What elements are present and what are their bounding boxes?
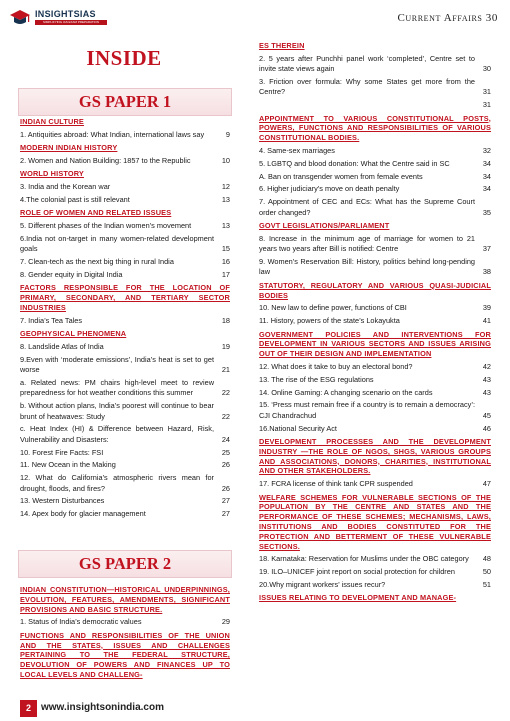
toc-entry-title: 11. History, powers of the state’s Lokayukta: [259, 316, 400, 326]
toc-entry-page: 38: [482, 267, 491, 277]
toc-entry-title: 3. Friction over formula: Why some States get more from the Centre?: [259, 77, 475, 97]
toc-entry-page: 32: [482, 146, 491, 155]
toc-entry[interactable]: [20, 355, 230, 376]
toc-entry-page: 41: [482, 316, 491, 326]
toc-entry-title: 6.India not on-target in many women-related development goals: [20, 234, 214, 254]
page-footer: [0, 697, 510, 721]
toc-entry[interactable]: [20, 221, 230, 231]
toc-entry[interactable]: [259, 388, 491, 398]
website-link[interactable]: www.insightsonindia.com: [41, 702, 164, 713]
toc-entry-title: 7. India’s Tea Tales: [20, 315, 83, 325]
toc-entry-page: 34: [482, 158, 491, 168]
section-heading: GEOPHYSICAL PHENOMENA: [20, 329, 127, 339]
inside-title: INSIDE: [86, 46, 162, 70]
toc-entry-title: 9. Women’s Reservation Bill: History, politics behind long-pending law: [259, 257, 475, 277]
page-number: 2: [20, 700, 37, 717]
toc-entry-page: 16: [221, 257, 230, 267]
toc-entry[interactable]: [20, 130, 230, 140]
toc-entry-page: 26: [221, 460, 230, 470]
toc-entry[interactable]: [259, 184, 491, 194]
toc-entry-title: 15. ‘Press must remain free if a country is to remain a democracy’: CJI Chandrachud: [259, 400, 475, 420]
toc-entry-title: 1. Antiquities abroad: What Indian, international laws say: [20, 129, 205, 139]
toc-entry-page: 10: [221, 156, 230, 165]
toc-entry-page: 17: [221, 270, 230, 279]
toc-entry[interactable]: [20, 182, 230, 192]
toc-entry-page: 25: [221, 447, 230, 457]
toc-entry[interactable]: [259, 554, 491, 564]
gs2-left-toc: [20, 585, 230, 683]
section-heading: ROLE OF WOMEN AND RELATED ISSUES: [20, 208, 172, 218]
section-heading: INDIAN CULTURE: [20, 117, 84, 126]
toc-entry-title: 8. Landslide Atlas of India: [20, 342, 104, 351]
toc-entry-title: 11. New Ocean in the Making: [20, 460, 116, 470]
toc-entry-page: 12: [221, 182, 230, 192]
toc-entry-page: 31: [482, 87, 491, 97]
toc-entry-title: 4.The colonial past is still relevant: [20, 195, 130, 204]
toc-entry-page: 46: [482, 423, 491, 433]
toc-entry[interactable]: [20, 424, 230, 445]
toc-entry[interactable]: [20, 460, 230, 470]
toc-entry-page: 43: [482, 374, 491, 384]
toc-entry-page: 37: [482, 244, 491, 254]
toc-entry[interactable]: [20, 342, 230, 352]
toc-entry-title: 8. Increase in the minimum age of marriage for women to 21 years two years after Bill is notified: Centre: [259, 233, 475, 254]
toc-entry-title: 5. LGBTQ and blood donation: What the Centre said in SC: [259, 158, 450, 168]
section-heading: FUNCTIONS AND RESPONSIBILITIES OF THE UNION AND THE STATES, ISSUES AND CHALLENGES PERTAINING TO THE FEDERAL STRUCTURE, DEVOLUTION OF POWERS AND FINANCES UP TO LOCAL LEVELS AND CHALLENG-: [20, 630, 230, 679]
toc-entry-title: 14. Apex body for glacier management: [20, 509, 146, 519]
toc-entry[interactable]: [20, 195, 230, 205]
toc-entry-title: 16.National Security Act: [259, 423, 337, 433]
toc-entry-page: 19: [221, 342, 230, 351]
toc-entry-title: 14. Online Gaming: A changing scenario on the cards: [259, 387, 433, 397]
toc-entry-page: 18: [221, 315, 230, 325]
toc-entry-page: 45: [482, 410, 491, 420]
section-heading: STATUTORY, REGULATORY AND VARIOUS QUASI-JUDICIAL BODIES: [259, 280, 491, 300]
toc-entry-page: 31: [482, 100, 491, 110]
toc-entry[interactable]: [20, 378, 230, 399]
toc-entry-page: 47: [482, 479, 491, 489]
toc-entry-title: 12. What do California’s atmospheric rivers mean for drought, floods, and fires?: [20, 473, 214, 493]
toc-entry[interactable]: [259, 172, 491, 182]
toc-entry-title: 2. Women and Nation Building: 1857 to the Republic: [20, 156, 191, 165]
toc-entry-page: 35: [482, 207, 491, 217]
section-heading: APPOINTMENT TO VARIOUS CONSTITUTIONAL POSTS, POWERS, FUNCTIONS AND RESPONSIBILITIES OF VARIOUS CONSTITUTIONAL BODIES.: [259, 113, 491, 143]
toc-entry[interactable]: [259, 479, 491, 489]
toc-entry-page: 15: [221, 244, 230, 254]
toc-entry[interactable]: [259, 77, 491, 98]
toc-entry-page: 34: [482, 171, 491, 181]
toc-entry[interactable]: [259, 316, 491, 326]
toc-entry[interactable]: [20, 270, 230, 280]
toc-entry[interactable]: [259, 580, 491, 590]
toc-entry-title: 18. Karnataka: Reservation for Muslims under the OBC category: [259, 554, 469, 564]
toc-entry-title: 19. ILO–UNICEF joint report on social protection for children: [259, 567, 455, 577]
toc-entry[interactable]: [20, 448, 230, 458]
toc-entry-page: 13: [221, 221, 230, 231]
toc-entry-title: a. Related news: PM chairs high-level meet to review preparedness for hot weather conditions this summer: [20, 378, 214, 398]
toc-entry[interactable]: [20, 234, 230, 255]
toc-entry[interactable]: [259, 375, 491, 385]
toc-entry-page: 13: [221, 195, 230, 204]
toc-entry[interactable]: [259, 197, 491, 218]
toc-entry-page: 22: [221, 388, 230, 398]
toc-entry-title: 8. Gender equity in Digital India: [20, 270, 123, 279]
section-heading: ISSUES RELATING TO DEVELOPMENT AND MANAGE-: [259, 593, 457, 603]
toc-entry[interactable]: [20, 316, 230, 326]
toc-entry[interactable]: [20, 257, 230, 267]
section-heading: GOVT LEGISLATIONS/PARLIAMENT: [259, 221, 390, 230]
toc-entry[interactable]: [20, 401, 230, 422]
toc-entry-page: 42: [482, 362, 491, 371]
toc-entry-title: 6. Higher judiciary’s move on death penalty: [259, 184, 400, 194]
toc-entry[interactable]: [259, 400, 491, 421]
toc-entry-title: 4. Same-sex marriages: [259, 146, 335, 155]
left-column-toc: [20, 117, 230, 522]
toc-entry[interactable]: [259, 257, 491, 278]
toc-entry-page: 21: [221, 365, 230, 375]
toc-entry-title: 3. India and the Korean war: [20, 182, 111, 192]
section-heading: MODERN INDIAN HISTORY: [20, 143, 118, 153]
toc-entry-title: 17. FCRA license of think tank CPR suspended: [259, 479, 413, 489]
section-heading: ES THEREIN: [259, 41, 305, 50]
toc-entry-page: 24: [221, 434, 230, 444]
gs1-banner: GS PAPER 1: [18, 88, 232, 116]
toc-entry[interactable]: [20, 509, 230, 519]
toc-entry-page: 29: [221, 617, 230, 627]
toc-entry[interactable]: [259, 159, 491, 169]
toc-entry[interactable]: [259, 362, 491, 372]
toc-entry-page: 43: [482, 387, 491, 397]
toc-entry-title: 12. What does it take to buy an electoral bond?: [259, 362, 413, 371]
toc-entry-title: 13. The rise of the ESG regulations: [259, 374, 374, 384]
section-heading: FACTORS RESPONSIBLE FOR THE LOCATION OF PRIMARY, SECONDARY, AND TERTIARY SECTOR INDUSTRIES: [20, 283, 230, 312]
brand-logo: [9, 4, 119, 32]
toc-entry[interactable]: [259, 100, 491, 110]
toc-entry-page: 9: [225, 129, 230, 139]
toc-entry-title: 20.Why migrant workers’ issues recur?: [259, 579, 386, 589]
section-heading: INDIAN CONSTITUTION—HISTORICAL UNDERPINNINGS, EVOLUTION, FEATURES, AMENDMENTS, SIGNIFICANT PROVISIONS AND BASIC STRUCTURE.: [20, 585, 230, 614]
graduation-cap-icon: [9, 7, 31, 29]
toc-entry-page: 26: [221, 483, 230, 493]
toc-entry-title: 10. New law to define power, functions of CBI: [259, 303, 407, 313]
toc-entry-page: 22: [221, 411, 230, 421]
toc-entry-page: 27: [221, 496, 230, 506]
running-head: Current Affairs 30: [397, 12, 498, 24]
right-column-toc: [259, 41, 491, 606]
toc-entry-title: b. Without action plans, India’s poorest will continue to bear brunt of heatwaves: Study: [20, 401, 214, 421]
toc-entry-title: 10. Forest Fire Facts: FSI: [20, 447, 104, 457]
toc-entry-title: 9.Even with ‘moderate emissions’, India’s heat is set to get worse: [20, 354, 214, 375]
toc-entry-page: 30: [482, 64, 491, 74]
brand-tagline-strip: [35, 20, 107, 25]
toc-entry-page: 39: [482, 303, 491, 313]
toc-entry[interactable]: [20, 473, 230, 494]
toc-entry[interactable]: [20, 496, 230, 506]
toc-entry[interactable]: [259, 234, 491, 255]
gs2-banner: GS PAPER 2: [18, 550, 232, 578]
toc-entry-title: 5. Different phases of the Indian women’s movement: [20, 221, 192, 231]
toc-entry-title: 2. 5 years after Punchhi panel work ‘completed’, Centre set to invite state views again: [259, 53, 475, 74]
toc-entry[interactable]: [259, 424, 491, 434]
toc-entry-page: 27: [221, 509, 230, 519]
toc-entry[interactable]: [20, 617, 230, 627]
toc-entry[interactable]: [259, 303, 491, 313]
toc-entry-title: 13. Western Disturbances: [20, 496, 105, 506]
toc-entry[interactable]: [259, 146, 491, 156]
section-heading: WELFARE SCHEMES FOR VULNERABLE SECTIONS OF THE POPULATION BY THE CENTRE AND STATES AND THE PERFORMANCE OF THESE SCHEMES; MECHANISMS, LAWS, INSTITUTIONS AND BODIES CONSTITUTED FOR THE PROTECTION AND BETTERMENT OF THESE VULNERABLE SECTIONS.: [259, 492, 491, 551]
toc-entry[interactable]: [259, 567, 491, 577]
section-heading: GOVERNMENT POLICIES AND INTERVENTIONS FOR DEVELOPMENT IN VARIOUS SECTORS AND ISSUES ARISING OUT OF THEIR DESIGN AND IMPLEMENTATION: [259, 329, 491, 359]
toc-entry-title: 1. Status of India’s democratic values: [20, 617, 142, 627]
toc-entry-title: A. Ban on transgender women from female events: [259, 171, 423, 181]
toc-entry-title: 7. Clean-tech as the next big thing in rural India: [20, 257, 174, 267]
brand-name: INSIGHTSIAS: [35, 9, 96, 19]
toc-entry-page: 50: [482, 567, 491, 577]
toc-entry[interactable]: [20, 156, 230, 166]
brand-tagline: SIMPLIFYING IAS EXAM PREPARATION: [43, 20, 99, 24]
section-heading: DEVELOPMENT PROCESSES AND THE DEVELOPMENT INDUSTRY —THE ROLE OF NGOS, SHGS, VARIOUS GROUPS AND ASSOCIATIONS, DONORS, CHARITIES, INSTITUTIONAL AND OTHER STAKEHOLDERS.: [259, 437, 491, 476]
toc-entry-title: 7. Appointment of CEC and ECs: What has the Supreme Court order changed?: [259, 197, 475, 217]
toc-entry[interactable]: [259, 54, 491, 75]
section-heading: WORLD HISTORY: [20, 169, 84, 179]
toc-entry-title: c. Heat Index (HI) & Difference between Hazard, Risk, Vulnerability and Disasters:: [20, 424, 214, 444]
toc-entry-page: 51: [482, 579, 491, 589]
toc-entry-page: 34: [482, 184, 491, 194]
toc-entry-page: 48: [482, 554, 491, 564]
